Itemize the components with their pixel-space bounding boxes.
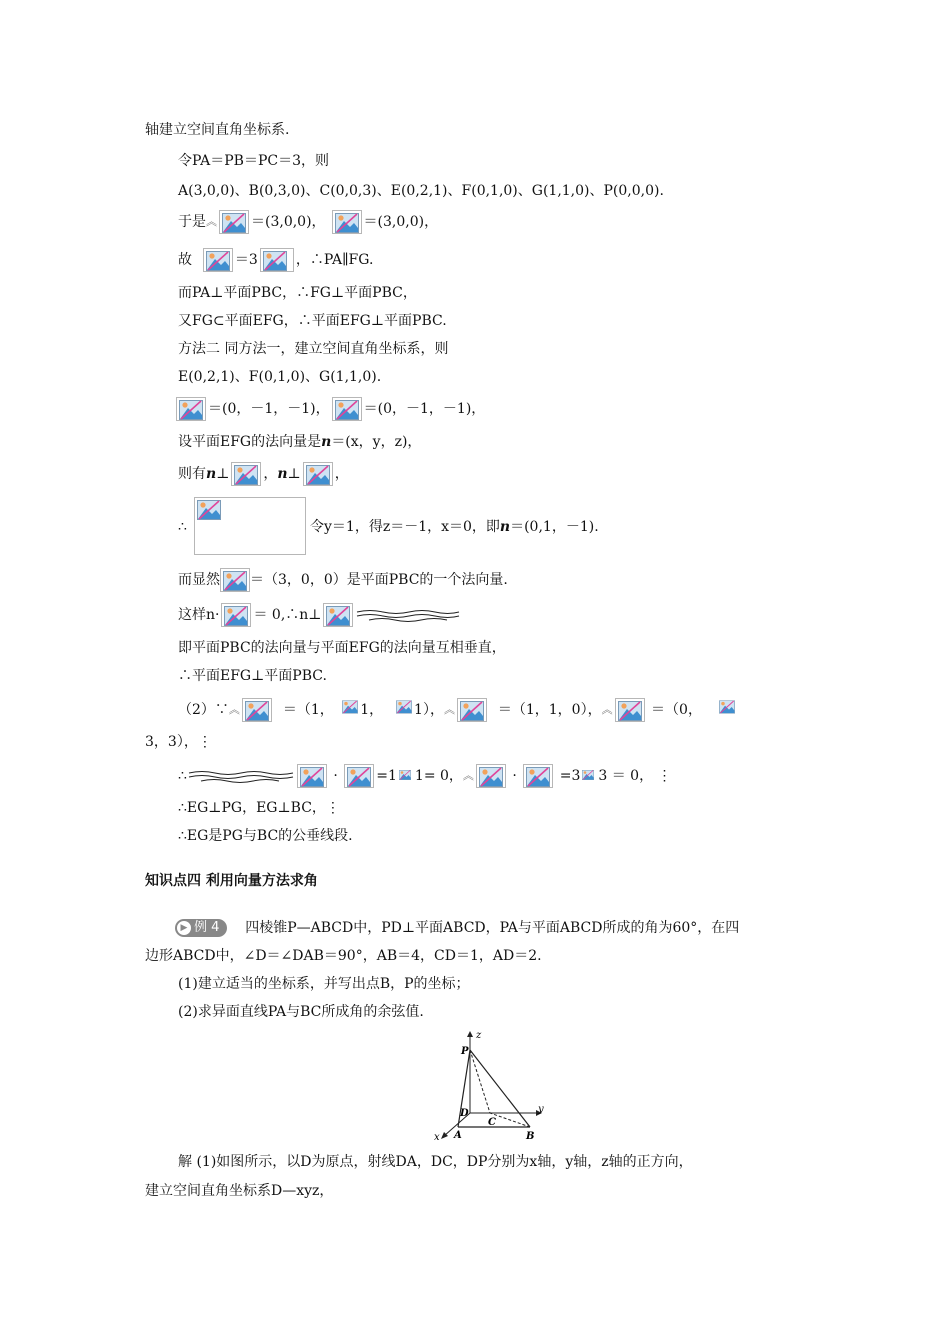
text-fragment: 设平面EFG的法向量是 bbox=[178, 434, 322, 450]
broken-image-icon bbox=[242, 698, 272, 722]
text-line bbox=[178, 462, 349, 486]
text-fragment: 于是 bbox=[178, 214, 206, 230]
text-fragment: 则有 bbox=[178, 466, 206, 482]
edge-PB bbox=[470, 1050, 530, 1127]
vector-arrow-icon: ︽ bbox=[443, 703, 455, 716]
vector-arrow-icon: ︽ bbox=[462, 769, 474, 782]
normal-vector-symbol: n bbox=[206, 466, 217, 482]
normal-vector-symbol: n bbox=[277, 466, 288, 482]
text-fragment: ＝(0，－1，－1)， bbox=[208, 401, 330, 417]
broken-image-icon bbox=[231, 462, 261, 486]
text-line bbox=[178, 603, 461, 627]
text-line: 边形ABCD中，∠D＝∠DAB＝90°，AB＝4，CD＝1，AD＝2. bbox=[145, 948, 542, 964]
text-line: 而PA⊥平面PBC，∴FG⊥平面PBC， bbox=[178, 285, 417, 301]
text-fragment: ＝3 bbox=[234, 252, 258, 268]
broken-image-icon bbox=[220, 568, 250, 592]
text-fragment: 这样n· bbox=[178, 607, 220, 623]
broken-image-icon bbox=[582, 770, 596, 782]
vector-arrow-icon: ︽ bbox=[601, 703, 613, 716]
text-fragment: ⊥ bbox=[287, 466, 301, 482]
text-line: E(0,2,1)、F(0,1,0)、G(1,1,0). bbox=[178, 369, 382, 385]
label-B: B bbox=[526, 1131, 535, 1142]
play-icon: ▶ bbox=[177, 921, 191, 935]
text-fragment: =1 bbox=[376, 768, 397, 784]
label-P: P bbox=[461, 1046, 469, 1057]
text-line bbox=[310, 517, 599, 537]
text-line: 轴建立空间直角坐标系. bbox=[145, 122, 290, 138]
broken-image-icon bbox=[615, 698, 645, 722]
question-1: (1)建立适当的坐标系，并写出点B，P的坐标； bbox=[178, 976, 470, 992]
broken-image-icon bbox=[332, 210, 362, 234]
broken-image-icon bbox=[203, 248, 233, 272]
example-line bbox=[175, 918, 739, 938]
broken-image-icon bbox=[399, 770, 413, 782]
text-line bbox=[178, 568, 508, 592]
broken-image-icon bbox=[332, 397, 362, 421]
text-line: ∴平面EFG⊥平面PBC. bbox=[178, 668, 327, 684]
text-fragment: ＝(3,0,0)， bbox=[251, 214, 326, 230]
label-C: C bbox=[488, 1117, 496, 1128]
normal-vector-symbol: n bbox=[321, 434, 332, 450]
section-title: 知识点四 利用向量方法求角 bbox=[145, 873, 318, 889]
label-A: A bbox=[454, 1130, 462, 1141]
wave-decoration-icon bbox=[187, 768, 295, 784]
text-fragment: ＝（0， bbox=[651, 702, 702, 718]
text-fragment: ＝(0，－1，－1)， bbox=[363, 401, 486, 417]
vector-arrow-icon: ︽ bbox=[228, 703, 240, 716]
text-line bbox=[178, 698, 737, 722]
text-fragment: ＝(0,1，－1). bbox=[510, 519, 599, 535]
broken-image-icon bbox=[457, 698, 487, 722]
text-fragment: （2）∵ bbox=[178, 702, 229, 718]
broken-image-icon bbox=[176, 397, 206, 421]
label-y: y bbox=[538, 1104, 544, 1115]
text-line: 方法二 同方法一，建立空间直角坐标系，则 bbox=[178, 341, 449, 357]
text-line: 3，3），⋮ bbox=[145, 734, 212, 750]
text-fragment: =3 bbox=[559, 768, 581, 784]
text-fragment: 3 ＝ 0， ⋮ bbox=[598, 768, 672, 784]
broken-image-icon bbox=[523, 764, 553, 788]
text-fragment: ， bbox=[263, 466, 278, 482]
text-fragment: ＝（3，0，0）是平面PBC的一个法向量. bbox=[250, 572, 508, 588]
text-line bbox=[176, 397, 485, 421]
broken-image-icon bbox=[303, 462, 333, 486]
broken-image-icon bbox=[260, 248, 294, 272]
text-fragment: ＝(3,0,0)， bbox=[363, 214, 439, 230]
vector-arrow-icon: ︽ bbox=[206, 215, 217, 228]
text-line bbox=[178, 210, 438, 234]
broken-image-icon bbox=[221, 603, 251, 627]
text-fragment: 令y＝1，得z＝－1，x＝0，即 bbox=[310, 519, 500, 535]
text-fragment: ，∴PA∥FG. bbox=[295, 252, 374, 268]
broken-image-icon bbox=[344, 764, 374, 788]
pyramid-figure bbox=[430, 1028, 555, 1144]
text-fragment: ＝（1， bbox=[282, 702, 334, 718]
text-line bbox=[178, 764, 672, 788]
text-fragment: 1）， bbox=[414, 702, 444, 718]
label-z: z bbox=[476, 1030, 482, 1041]
text-fragment: 故 bbox=[178, 252, 192, 268]
z-axis-arrow-icon bbox=[467, 1031, 473, 1037]
text-line bbox=[178, 432, 421, 452]
text-fragment: · bbox=[333, 768, 338, 784]
text-fragment: 1， bbox=[360, 702, 384, 718]
text-fragment: 而显然 bbox=[178, 572, 220, 588]
solution-line: 建立空间直角坐标系D—xyz， bbox=[145, 1183, 334, 1199]
normal-vector-symbol: n bbox=[499, 519, 511, 535]
text-fragment: ＝（1，1，0）， bbox=[497, 702, 602, 718]
text-fragment: ＝(x，y，z)， bbox=[331, 434, 422, 450]
text-line bbox=[178, 248, 373, 272]
label-x: x bbox=[434, 1132, 440, 1143]
text-fragment: · bbox=[512, 768, 517, 784]
text-fragment: ∴ bbox=[178, 768, 187, 784]
text-line: 又FG⊂平面EFG，∴平面EFG⊥平面PBC. bbox=[178, 313, 447, 329]
broken-image-icon bbox=[340, 698, 358, 722]
solution-line: 解 (1)如图所示，以D为原点，射线DA，DC，DP分别为x轴，y轴，z轴的正方向， bbox=[178, 1154, 693, 1170]
edge-PC bbox=[470, 1050, 490, 1113]
broken-image-icon bbox=[297, 764, 327, 788]
therefore-symbol: ∴ bbox=[178, 519, 187, 535]
example-badge bbox=[175, 919, 227, 937]
text-line: ∴EG⊥PG，EG⊥BC，⋮ bbox=[178, 800, 340, 816]
example-badge-label: 例 4 bbox=[194, 920, 220, 935]
broken-image-icon bbox=[323, 603, 353, 627]
text-fragment: ＝ 0,∴n⊥ bbox=[253, 607, 322, 623]
broken-image-icon bbox=[476, 764, 506, 788]
broken-image-icon bbox=[394, 698, 412, 722]
text-line: 即平面PBC的法向量与平面EFG的法向量互相垂直， bbox=[178, 640, 506, 656]
text-fragment: 1= 0， bbox=[414, 768, 463, 784]
text-line: A(3,0,0)、B(0,3,0)、C(0,0,3)、E(0,2,1)、F(0,1,0)、G(1,1,0)、P(0,0,0). bbox=[178, 183, 664, 199]
broken-image-icon bbox=[717, 698, 735, 722]
wave-decoration-icon bbox=[355, 608, 461, 622]
text-line: ∴EG是PG与BC的公垂线段. bbox=[178, 828, 353, 844]
broken-image-icon bbox=[194, 497, 306, 555]
text-line: 令PA＝PB＝PC＝3，则 bbox=[178, 153, 329, 169]
text-fragment: ⊥ bbox=[216, 466, 230, 482]
label-D: D bbox=[460, 1108, 469, 1119]
text-fragment: ， bbox=[334, 466, 349, 482]
text-fragment: 四棱锥P—ABCD中，PD⊥平面ABCD，PA与平面ABCD所成的角为60°，在四 bbox=[245, 920, 740, 936]
broken-image-icon bbox=[219, 210, 249, 234]
question-2: (2)求异面直线PA与BC所成角的余弦值. bbox=[178, 1004, 424, 1020]
